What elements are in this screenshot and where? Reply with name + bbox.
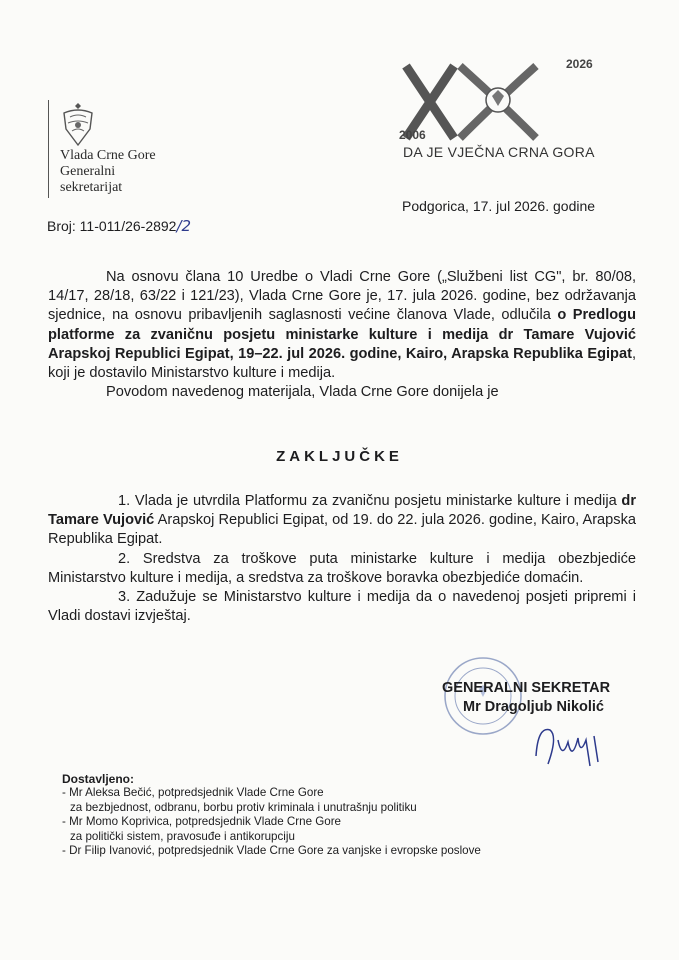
handwritten-signature	[528, 716, 618, 776]
coat-of-arms-icon	[56, 99, 100, 149]
distribution-title: Dostavljeno:	[62, 772, 135, 786]
body-p1-bold: o Predlogu platforme za zvaničnu posjetu ministarke kulture i medija dr Tamare Vujović Arapskoj Republici Egipat, 19–22. jul 2026. godine, Kairo, Arapska Republika Egipat	[48, 307, 636, 362]
signatory-title: GENERALNI SEKRETAR	[442, 680, 611, 696]
reference-number	[47, 217, 191, 235]
reference-handwritten-suffix: /2	[176, 217, 192, 235]
letterhead-divider	[48, 100, 49, 198]
distribution-line: za politički sistem, pravosuđe i antikorupciju	[70, 829, 295, 843]
body-paragraph-2: Povodom navedenog materijala, Vlada Crne Gore donijela je	[106, 384, 499, 401]
conclusion-2: 2. Sredstva za troškove puta ministarke kulture i medija obezbjediće Ministarstvo kulture i medija, a sredstva za troškove boravka obezbjediće domaćin.	[48, 550, 636, 586]
distribution-list	[62, 772, 481, 858]
body-paragraph-1	[48, 268, 636, 383]
conclusions-list	[48, 492, 636, 626]
conclusion-1-text-a: 1. Vlada je utvrdila Platformu za zvaničnu posjetu ministarke kulture i medija	[118, 493, 622, 509]
distribution-line: - Dr Filip Ivanović, potpredsjednik Vlade Crne Gore za vanjske i evropske poslove	[62, 844, 481, 858]
distribution-line: za bezbjednost, odbranu, borbu protiv kriminala i unutrašnju politiku	[70, 800, 417, 814]
signatory-name: Mr Dragoljub Nikolić	[463, 699, 604, 715]
org-line-1: Vlada Crne Gore	[60, 148, 156, 163]
logo-year-start: 2006	[399, 128, 426, 142]
distribution-line: - Mr Aleksa Bečić, potpredsjednik Vlade Crne Gore	[62, 786, 324, 800]
body-p1-text-b: , koji je dostavilo Ministarstvo kulture i medija.	[48, 345, 636, 382]
conclusion-1-text-b: Arapskoj Republici Egipat, od 19. do 22. jula 2026. godine, Kairo, Arapska Republika Egipat.	[48, 512, 636, 548]
decision-body	[48, 268, 636, 402]
logo-tagline: DA JE VJEČNA CRNA GORA	[403, 144, 595, 160]
conclusion-3: 3. Zadužuje se Ministarstvo kulture i medija da o navedenoj posjeti pripremi i Vladi dostavi izvještaj.	[48, 589, 636, 625]
official-stamp	[442, 655, 524, 737]
org-line-3: sekretarijat	[60, 180, 123, 195]
distribution-line: - Mr Momo Koprivica, potpredsjednik Vlade Crne Gore	[62, 815, 342, 829]
conclusion-1	[48, 492, 636, 550]
org-line-2: Generalni	[60, 164, 116, 179]
conclusions-heading: ZAKLJUČKE	[276, 448, 403, 465]
logo-year-end: 2026	[566, 57, 593, 71]
body-p1-text-a: Na osnovu člana 10 Uredbe o Vladi Crne Gore („Službeni list CG", br. 80/08, 14/17, 28/18, 63/22 i 121/23), Vlada Crne Gore je, 17. jula 2026. godine, bez održavanja sjednice, na osnovu pribavljenih saglasnosti većine članova Vlade, odlučila	[48, 269, 636, 324]
organization-name	[60, 148, 156, 196]
place-date: Podgorica, 17. jul 2026. godine	[402, 198, 596, 214]
conclusion-1-bold: dr Tamare Vujović	[48, 493, 636, 529]
reference-label: Broj: 11-011/26-2892	[47, 218, 177, 234]
